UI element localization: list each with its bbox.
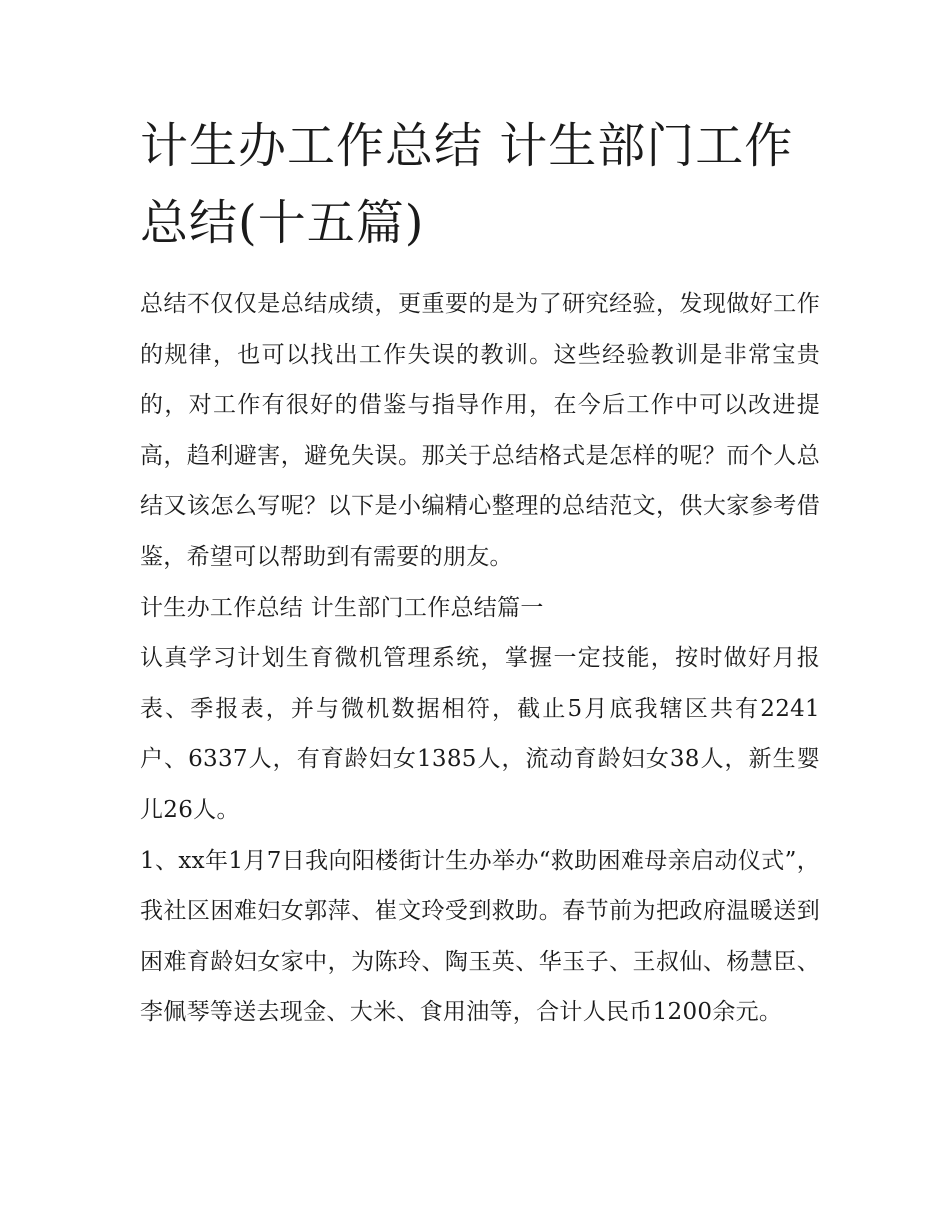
document-body [140,279,820,1038]
section-heading: 计生办工作总结 计生部门工作总结篇一 [140,594,544,621]
intro-paragraph: 总结不仅仅是总结成绩，更重要的是为了研究经验，发现做好工作的规律，也可以找出工作失误的教训。这些经验教训是非常宝贵的，对工作有很好的借鉴与指导作用，在今后工作中可以改进提高，趋利避害，避免失误。那关于总结格式是怎样的呢？而个人总结又该怎么写呢？以下是小编精心整理的总结范文，供大家参考借鉴，希望可以帮助到有需要的朋友。 [140,291,820,570]
body-paragraph: 认真学习计划生育微机管理系统，掌握一定技能，按时做好月报表、季报表，并与微机数据相符，截止5月底我辖区共有2241户、6337人，有育龄妇女1385人，流动育龄妇女38人，新生婴儿26人。 [140,645,820,823]
document-title: 计生办工作总结 计生部门工作总结(十五篇) [140,118,794,251]
body-paragraph: 1、xx年1月7日我向阳楼街计生办举办“救助困难母亲启动仪式”，我社区困难妇女郭萍、崔文玲受到救助。春节前为把政府温暖送到困难育龄妇女家中，为陈玲、陶玉英、华玉子、王叔仙、杨慧臣、李佩琴等送去现金、大米、食用油等，合计人民币1200余元。 [140,847,820,1026]
